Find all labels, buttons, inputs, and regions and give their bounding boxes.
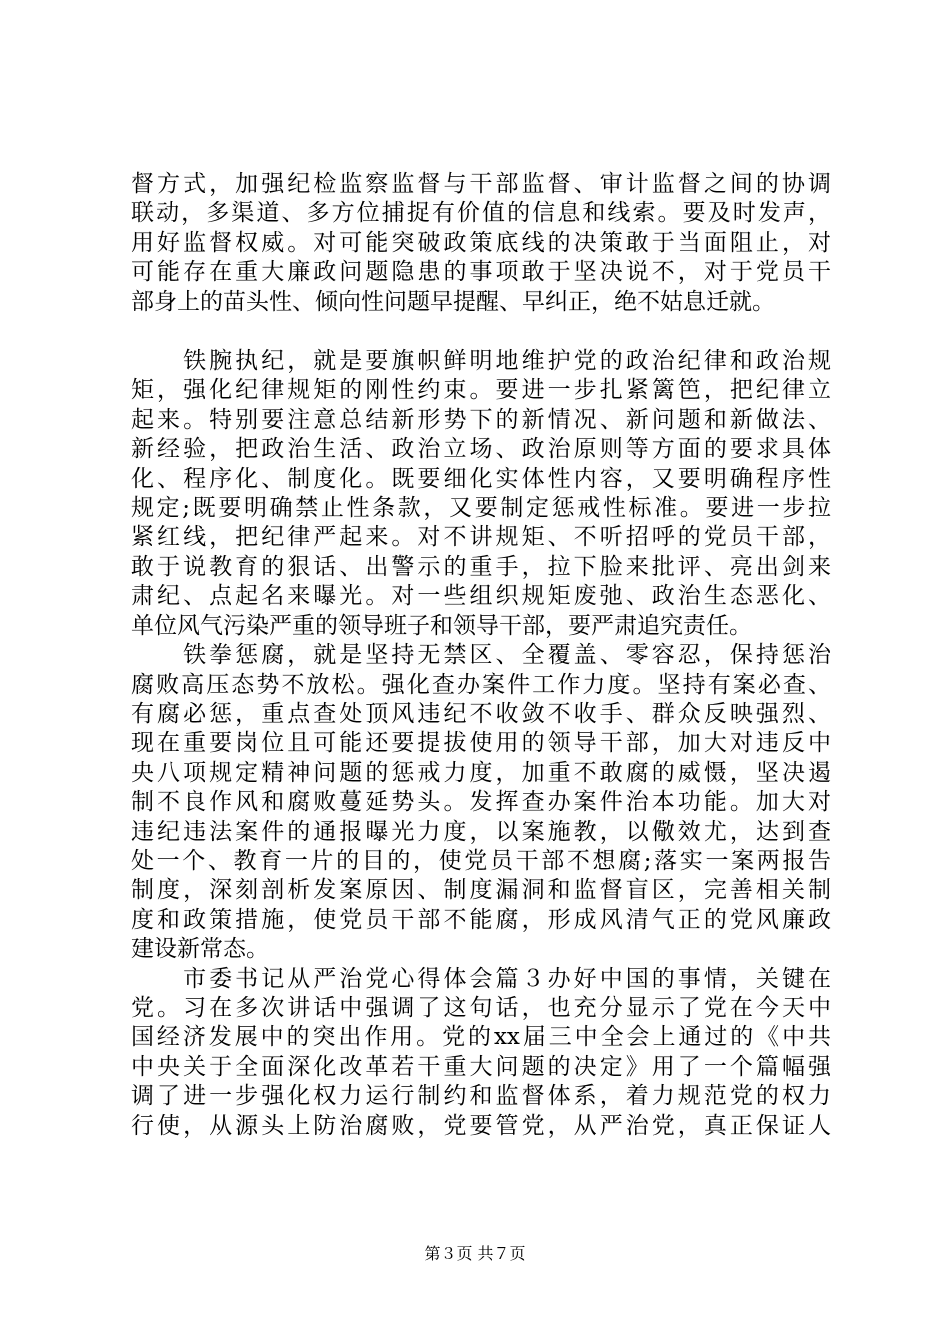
paragraph-spacer xyxy=(131,317,831,347)
text-line: 现在重要岗位且可能还要提拔使用的领导干部，加大对违反中 xyxy=(131,730,831,757)
text-line: 新经验，把政治生活、政治立场、政治原则等方面的要求具体 xyxy=(131,436,831,463)
text-line: 国经济发展中的突出作用。党的xx届三中全会上通过的《中共 xyxy=(131,1024,831,1051)
paragraph-1 xyxy=(131,170,831,317)
paragraph-2 xyxy=(131,347,831,641)
text-line: 央八项规定精神问题的惩戒力度，加重不敢腐的威慑，坚决遏 xyxy=(131,759,831,786)
text-line: 行使，从源头上防治腐败，党要管党，从严治党，真正保证人 xyxy=(131,1112,831,1139)
text-line: 调了进一步强化权力运行制约和监督体系，着力规范党的权力 xyxy=(131,1083,831,1110)
text-line: 起来。特别要注意总结新形势下的新情况、新问题和新做法、 xyxy=(131,406,831,433)
text-line: 腐败高压态势不放松。强化查办案件工作力度。坚持有案必查、 xyxy=(131,671,831,698)
text-line: 部身上的苗头性、倾向性问题早提醒、早纠正，绝不姑息迁就。 xyxy=(131,288,775,315)
text-line: 联动，多渠道、多方位捕捉有价值的信息和线索。要及时发声， xyxy=(131,200,831,227)
text-line: 用好监督权威。对可能突破政策底线的决策敢于当面阻止，对 xyxy=(131,229,831,256)
text-line: 制不良作风和腐败蔓延势头。发挥查办案件治本功能。加大对 xyxy=(131,789,831,816)
text-line: 中央关于全面深化改革若干重大问题的决定》用了一个篇幅强 xyxy=(131,1053,831,1080)
text-line: 有腐必惩，重点查处顶风违纪不收敛不收手、群众反映强烈、 xyxy=(131,700,831,727)
text-line: 规定;既要明确禁止性条款，又要制定惩戒性标准。要进一步拉 xyxy=(131,495,831,522)
text-line: 制度，深刻剖析发案原因、制度漏洞和监督盲区，完善相关制 xyxy=(131,877,831,904)
page-number-footer: 第３页 共７页 xyxy=(424,1244,526,1263)
text-line: 建设新常态。 xyxy=(131,936,269,963)
text-line: 度和政策措施，使党员干部不能腐，形成风清气正的党风廉政 xyxy=(131,906,831,933)
text-line: 单位风气污染严重的领导班子和领导干部，要严肃追究责任。 xyxy=(131,612,752,639)
text-line: 处一个、教育一片的目的，使党员干部不想腐;落实一案两报告 xyxy=(131,847,831,874)
text-line: 可能存在重大廉政问题隐患的事项敢于坚决说不，对于党员干 xyxy=(131,259,831,286)
text-line: 化、程序化、制度化。既要细化实体性内容，又要明确程序性 xyxy=(131,465,831,492)
text-line: 铁拳惩腐，就是坚持无禁区、全覆盖、零容忍，保持惩治 xyxy=(131,642,831,669)
text-line: 铁腕执纪，就是要旗帜鲜明地维护党的政治纪律和政治规 xyxy=(131,348,831,375)
text-line: 敢于说教育的狠话、出警示的重手，拉下脸来批评、亮出剑来 xyxy=(131,553,831,580)
text-line: 紧红线，把纪律严起来。对不讲规矩、不听招呼的党员干部， xyxy=(131,524,831,551)
text-line: 党。习在多次讲话中强调了这句话，也充分显示了党在今天中 xyxy=(131,994,831,1021)
text-line: 肃纪、点起名来曝光。对一些组织规矩废弛、政治生态恶化、 xyxy=(131,583,831,610)
paragraph-4 xyxy=(131,965,831,1141)
text-line: 市委书记从严治党心得体会篇３办好中国的事情，关键在 xyxy=(131,965,831,992)
paragraph-3 xyxy=(131,641,831,964)
text-line: 违纪违法案件的通报曝光力度，以案施教，以儆效尤，达到查 xyxy=(131,818,831,845)
text-line: 矩，强化纪律规矩的刚性约束。要进一步扎紧篱笆，把纪律立 xyxy=(131,377,831,404)
text-line: 督方式，加强纪检监察监督与干部监督、审计监督之间的协调 xyxy=(131,171,831,197)
document-body xyxy=(131,170,831,1141)
